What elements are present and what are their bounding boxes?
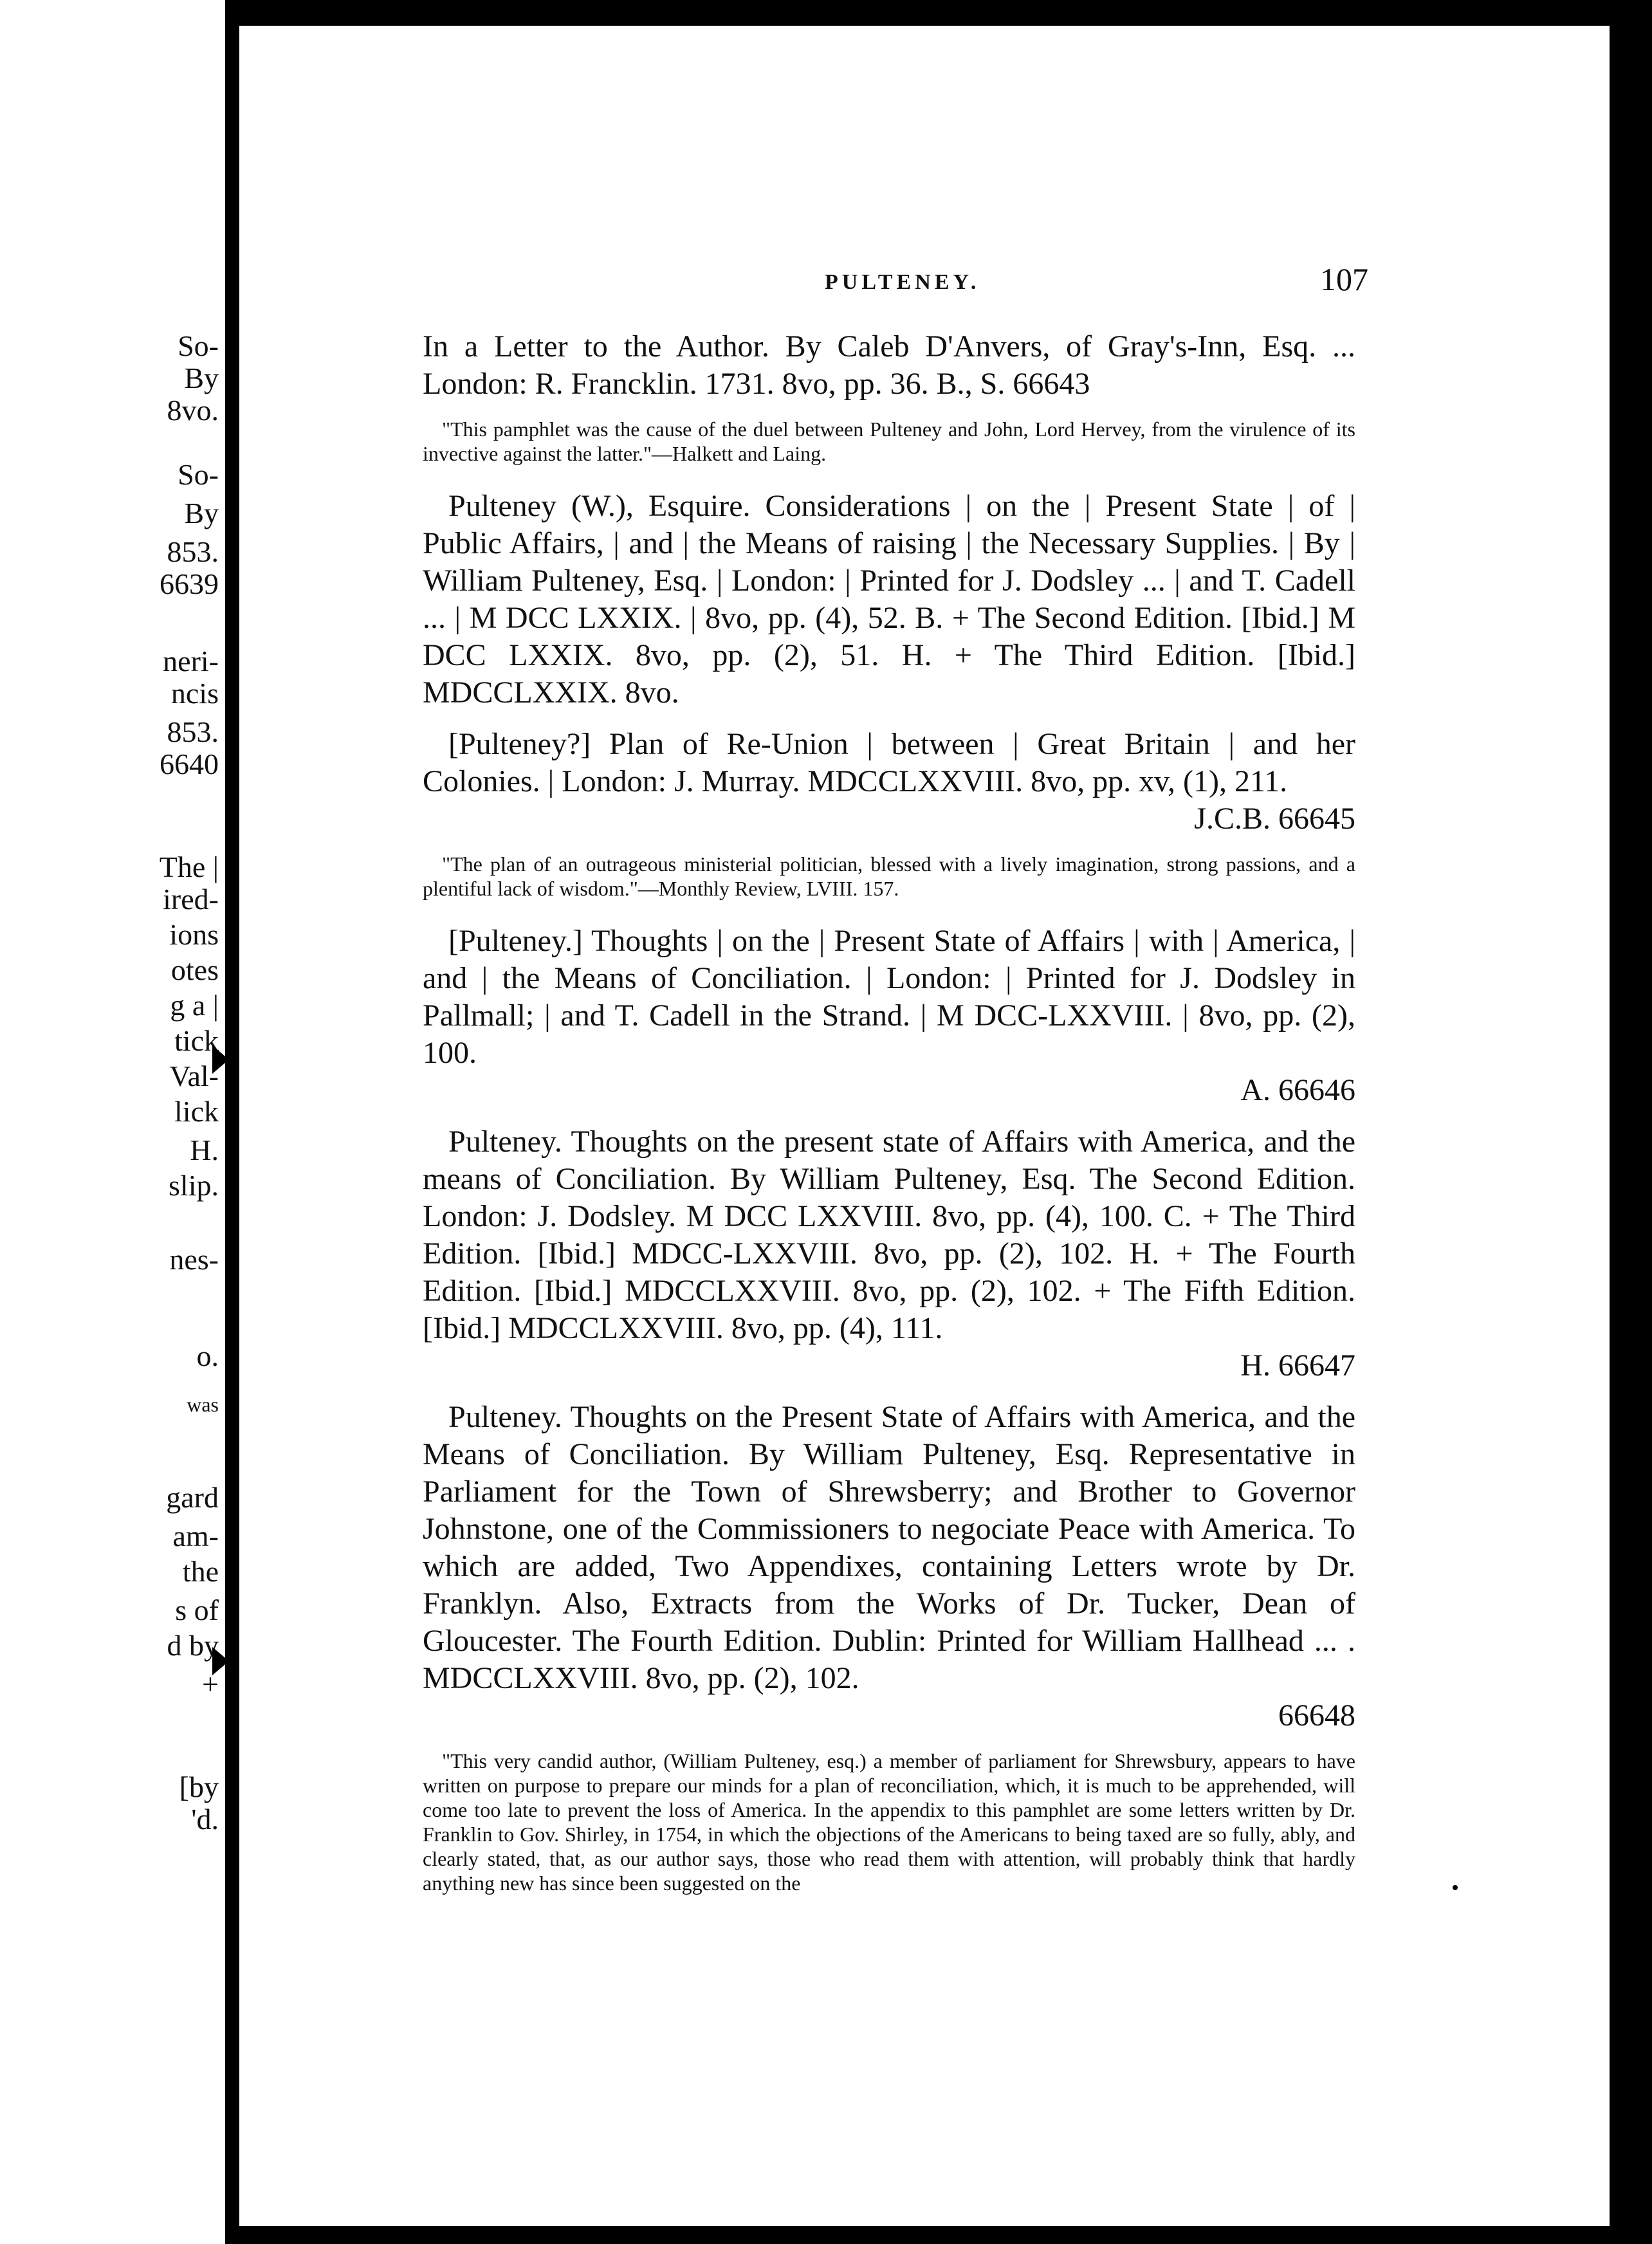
left-page-fragment: 6639 <box>160 567 219 600</box>
left-page-fragment: slip. <box>169 1169 219 1202</box>
running-head: PULTENEY. <box>825 270 980 294</box>
left-page-fragment: 'd. <box>191 1803 219 1835</box>
left-page-fragment: tick <box>174 1024 219 1057</box>
left-page-fragment: So- <box>178 329 219 362</box>
left-page-fragment: By <box>184 497 219 529</box>
entry-66644 <box>423 488 1355 712</box>
left-arrow-marker-2 <box>212 1647 229 1675</box>
left-page-fragment: neri- <box>163 645 219 677</box>
catalogue-entries <box>423 328 1355 1917</box>
left-page-fragment: d by <box>167 1629 219 1662</box>
left-page-fragment: So- <box>178 458 219 491</box>
left-page-fragment: g a | <box>170 989 219 1022</box>
entry-text: Pulteney (W.), Esquire. Considerations | on the | Present State | of | Public Affairs, | and | the Means of raising | the Necessary Supplies. | By | William Pulteney, Esq. | London: | Printed for J. Dodsley ... | and T. Cadell ... | M DCC LXXIX. | 8vo, pp. (4), 52. B. + The Second Edition. [Ibid.] M DCC LXXIX. 8vo, pp. (2), 51. H. + The Third Edition. [Ibid.] MDCCLXXIX. 8vo. <box>423 489 1355 710</box>
entry-66647 <box>423 1123 1355 1384</box>
entry-note: "This very candid author, (William Pulteney, esq.) a member of parliament for Shrewsbury, appears to have written on purpose to prepare our minds for a plan of reconciliation, which, it is much to be apprehended, will come too late to prevent the loss of America. In the appendix to this pamphlet are some letters written by Dr. Franklin to Gov. Shirley, in 1754, in which the objections of the Americans to being taxed are so fully, ably, and clearly stated, that, as our author says, those who read them with attention, will probably think that hardly anything new has since been suggested on the <box>423 1749 1355 1895</box>
book-page <box>239 26 1610 2226</box>
left-page-fragment: otes <box>170 953 219 986</box>
left-page-fragment: ions <box>169 918 219 951</box>
page-number: 107 <box>1320 261 1368 297</box>
entry-66646 <box>423 923 1355 1109</box>
left-page-fragment: H. <box>190 1134 219 1166</box>
left-page-fragment: lick <box>174 1095 219 1128</box>
left-page-fragment: nes- <box>169 1243 219 1276</box>
entry-66648 <box>423 1399 1355 1734</box>
entry-number: H. 66647 <box>1240 1348 1355 1383</box>
left-page-fragment: 8vo. <box>167 394 219 427</box>
entry-text: [Pulteney.] Thoughts | on the | Present State of Affairs | with | America, | and | the Means of Conciliation. | London: | Printed for J. Dodsley in Pallmall; | and T. Cadell in the Strand. | M DCC-LXXVIII. | 8vo, pp. (2), 100. <box>423 924 1355 1070</box>
left-page-fragment: [by <box>179 1770 219 1803</box>
book-gutter <box>225 0 239 2244</box>
left-page-fragment: ncis <box>170 677 219 710</box>
left-page-fragment: gard <box>166 1481 219 1514</box>
left-page-fragment: was <box>187 1393 219 1416</box>
left-page-fragment: + <box>202 1668 219 1700</box>
entry-text: Pulteney. Thoughts on the present state of Affairs with America, and the means of Conciliation. By William Pulteney, Esq. The Second Edition. London: J. Dodsley. M DCC LXXVIII. 8vo, pp. (4), 100. C. + The Third Edition. [Ibid.] MDCC-LXXVIII. 8vo, pp. (2), 102. H. + The Fourth Edition. [Ibid.] MDCCLXXVIII. 8vo, pp. (2), 102. + The Fifth Edition. [Ibid.] MDCCLXXVIII. 8vo, pp. (4), 111. <box>423 1125 1355 1345</box>
left-page-fragment: 853. <box>167 715 219 748</box>
entry-text: Pulteney. Thoughts on the Present State of Affairs with America, and the Means of Conciliation. By William Pulteney, Esq. Representative in Parliament for the Town of Shrewsberry; and Brother to Governor Johnstone, one of the Commissioners to negociate Peace with America. To which are added, Two Appendixes, containing Letters wrote by Dr. Franklyn. Also, Extracts from the Works of Dr. Tucker, Dean of Gloucester. The Fourth Edition. Dublin: Printed for William Hallhead ... . MDCCLXXVIII. 8vo, pp. (2), 102. <box>423 1400 1355 1695</box>
left-page-fragment: the <box>182 1555 219 1588</box>
entry-66645 <box>423 726 1355 838</box>
left-page-fragment: s of <box>175 1594 219 1626</box>
left-page-fragment: By <box>184 362 219 394</box>
entry-number: 66648 <box>1278 1698 1355 1733</box>
left-page-fragment: ired- <box>163 883 219 915</box>
entry-66643 <box>423 328 1355 403</box>
entry-note: "This pamphlet was the cause of the duel between Pulteney and John, Lord Hervey, from the virulence of its invective against the latter."—Halkett and Laing. <box>423 418 1355 465</box>
entry-number: J.C.B. 66645 <box>1194 802 1355 836</box>
left-page-fragment: Val- <box>169 1060 219 1092</box>
left-page-fragment: 6640 <box>160 748 219 780</box>
left-page-fragment: o. <box>196 1339 219 1372</box>
left-page-fragment: 853. <box>167 535 219 568</box>
entry-text: In a Letter to the Author. By Caleb D'Anvers, of Gray's-Inn, Esq. ... London: R. Francklin. 1731. 8vo, pp. 36. B., S. 66643 <box>423 329 1355 401</box>
page-speck <box>1453 1885 1458 1890</box>
left-page-fragment: am- <box>172 1520 219 1552</box>
left-facing-page <box>0 0 225 2244</box>
entry-text: [Pulteney?] Plan of Re-Union | between | Great Britain | and her Colonies. | London: J. Murray. MDCCLXXVIII. 8vo, pp. xv, (1), 211. <box>423 727 1355 798</box>
entry-number: A. 66646 <box>1240 1073 1355 1107</box>
left-arrow-marker-1 <box>212 1045 229 1074</box>
left-page-fragment: The | <box>159 851 219 883</box>
entry-note: "The plan of an outrageous ministerial politician, blessed with a lively imagination, strong passions, and a plentiful lack of wisdom."—Monthly Review, LVIII. 157. <box>423 852 1355 900</box>
